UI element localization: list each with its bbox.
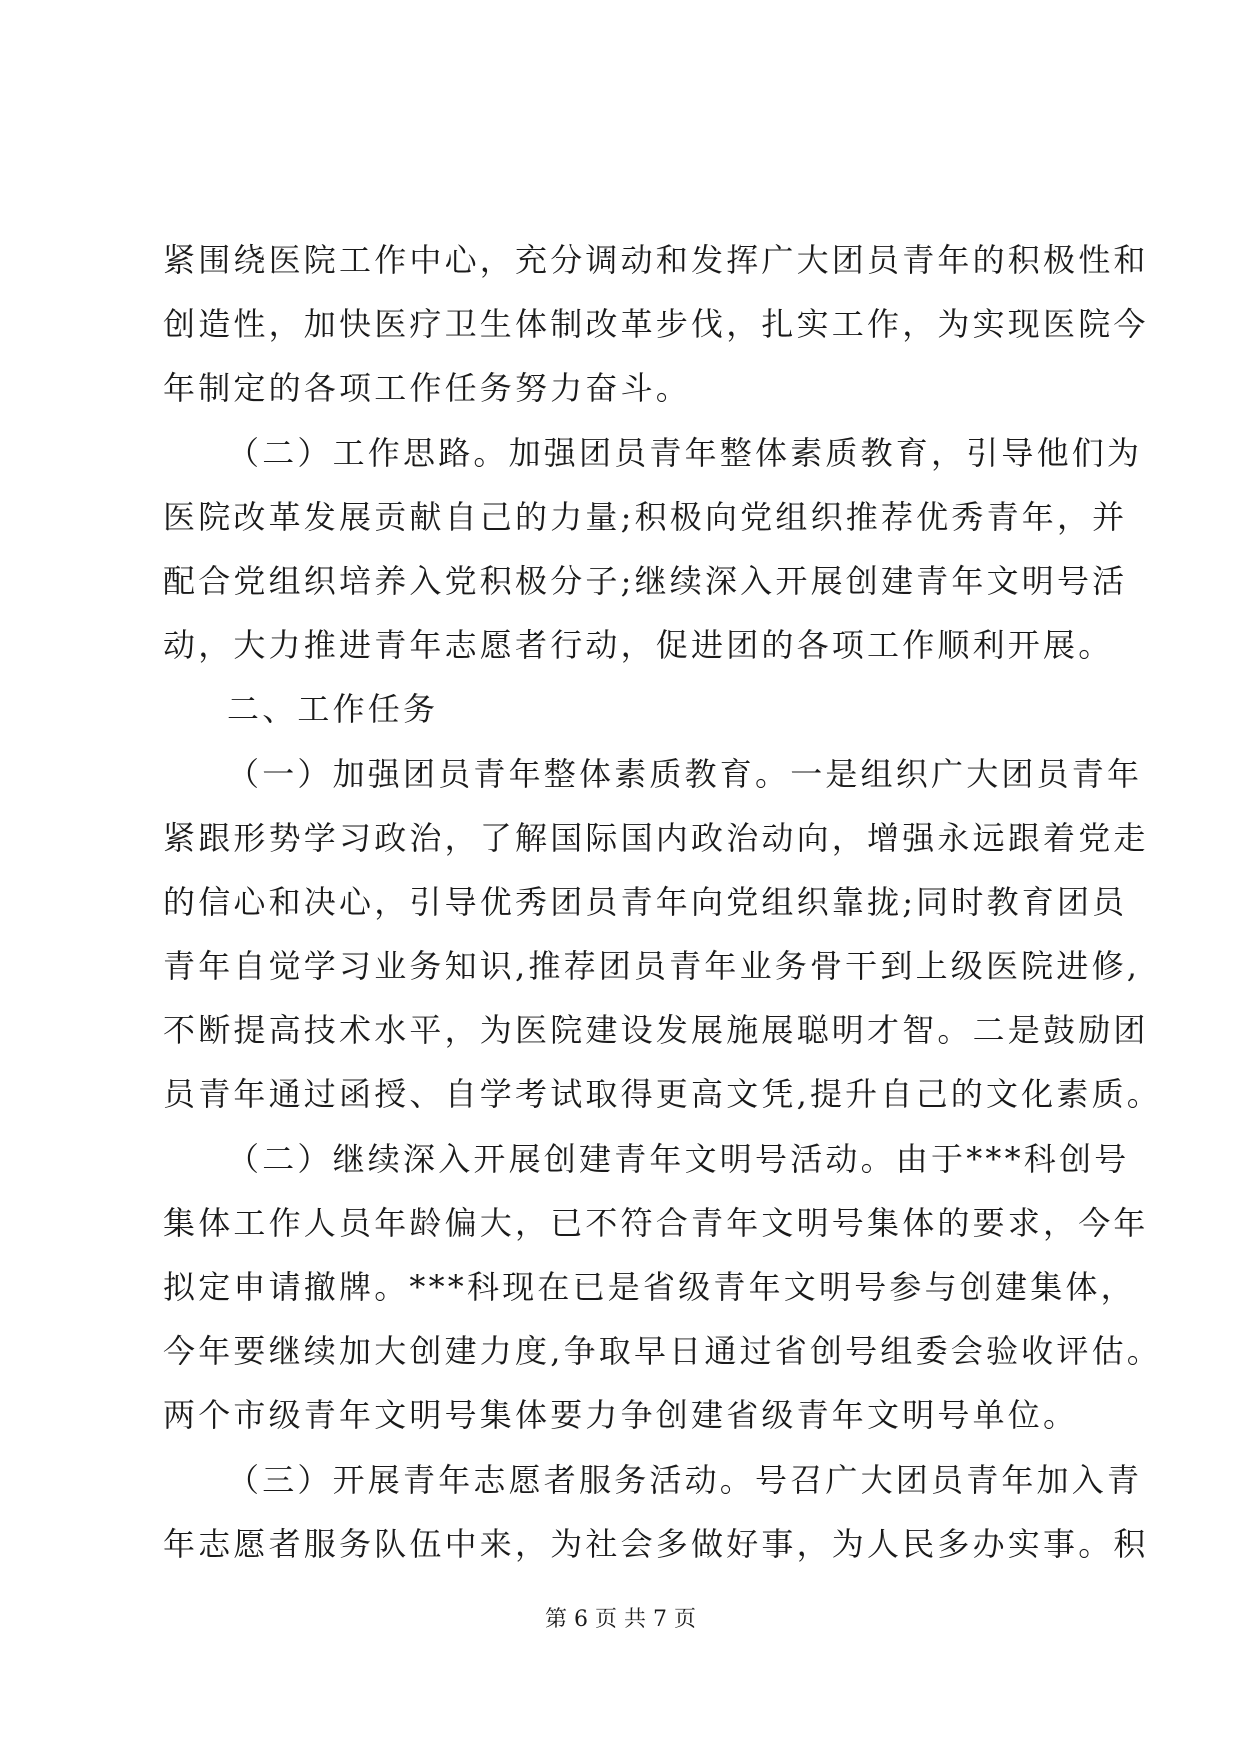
text-line: 拟定申请撤牌。***科现在已是省级青年文明号参与创建集体， xyxy=(163,1268,1136,1306)
section-heading: 二、工作任务 xyxy=(227,690,439,729)
paragraph-start-line: （二）工作思路。加强团员青年整体素质教育，引导他们为 xyxy=(227,433,1143,472)
paragraph-start-line: （三）开展青年志愿者服务活动。号召广大团员青年加入青 xyxy=(227,1460,1143,1499)
text-line: 今年要继续加大创建力度,争取早日通过省创号组委会验收评估。 xyxy=(163,1332,1162,1371)
page-number-footer: 第 6 页 共 7 页 xyxy=(545,1607,696,1632)
text-line: 集体工作人员年龄偏大，已不符合青年文明号集体的要求，今年 xyxy=(163,1203,1149,1242)
text-line: 不断提高技术水平，为医院建设发展施展聪明才智。二是鼓励团 xyxy=(163,1011,1149,1050)
text-line: 动，大力推进青年志愿者行动，促进团的各项工作顺利开展。 xyxy=(163,626,1114,665)
text-line: 员青年通过函授、自学考试取得更高文凭,提升自己的文化素质。 xyxy=(163,1075,1162,1114)
text-line: 两个市级青年文明号集体要力争创建省级青年文明号单位。 xyxy=(163,1396,1079,1435)
text-line: 配合党组织培养入党积极分子;继续深入开展创建青年文明号活 xyxy=(163,561,1128,600)
paragraph-start-line: （二）继续深入开展创建青年文明号活动。由于***科创号 xyxy=(227,1139,1130,1178)
text-line: 青年自觉学习业务知识,推荐团员青年业务骨干到上级医院进修, xyxy=(163,947,1141,986)
text-line: 紧围绕医院工作中心，充分调动和发挥广大团员青年的积极性和 xyxy=(163,241,1149,279)
text-line: 年志愿者服务队伍中来，为社会多做好事，为人民多办实事。积 xyxy=(163,1524,1149,1563)
document-body xyxy=(163,228,1162,1576)
text-line: 年制定的各项工作任务努力奋斗。 xyxy=(163,369,692,408)
text-line: 紧跟形势学习政治，了解国际国内政治动向，增强永远跟着党走 xyxy=(163,818,1149,857)
paragraph-start-line: （一）加强团员青年整体素质教育。一是组织广大团员青年 xyxy=(227,754,1143,793)
text-line: 的信心和决心，引导优秀团员青年向党组织靠拢;同时教育团员 xyxy=(163,882,1128,921)
text-line: 创造性，加快医疗卫生体制改革步伐，扎实工作，为实现医院今 xyxy=(163,305,1149,344)
text-line: 医院改革发展贡献自己的力量;积极向党组织推荐优秀青年，并 xyxy=(163,497,1128,536)
